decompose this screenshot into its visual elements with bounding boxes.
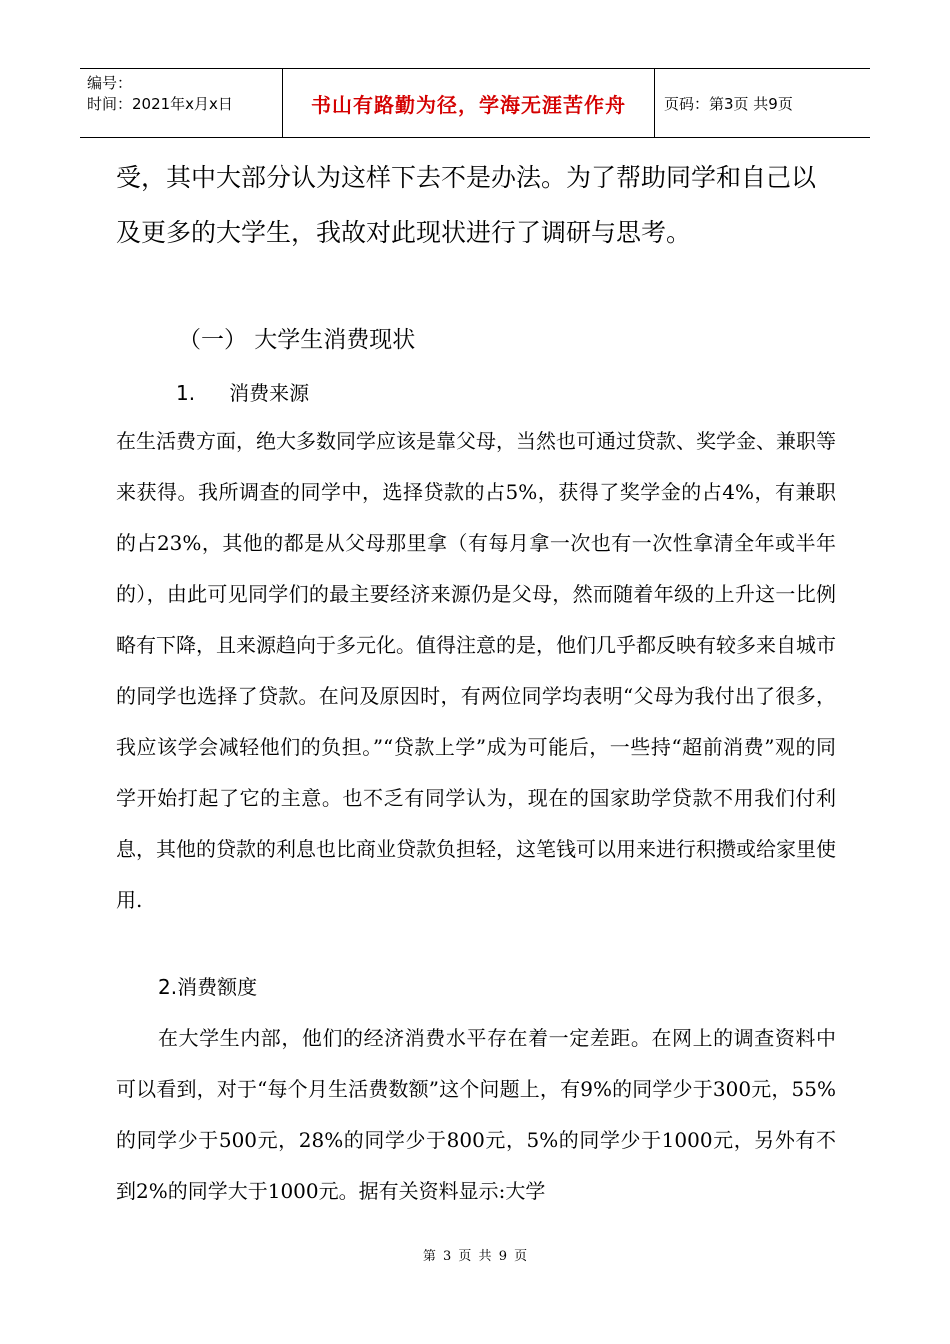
subsection-heading-2: 2.消费额度 (158, 975, 258, 999)
section-heading: （一） 大学生消费现状 (178, 327, 416, 353)
header-divider (654, 69, 655, 137)
subsection-heading-1 (176, 377, 309, 406)
header-number-label: 编号： (87, 74, 133, 92)
page-header (80, 68, 870, 138)
header-meta (87, 73, 233, 115)
page-footer: 第 3 页 共 9 页 (422, 1249, 528, 1264)
paragraph-consumption-amount: 在大学生内部，他们的经济消费水平存在着一定差距。在网上的调查资料中可以看到，对于“每个月生活费数额”这个问题上，有9%的同学少于300元，55%的同学少于500元，28%的同学少于800元，5%的同学少于1000元，另外有不到2%的同学大于1000元。据有关资料显示:大学 (116, 1026, 836, 1203)
header-date-label: 时间：2021年x月x日 (87, 95, 233, 113)
header-page-label: 页码：第3页 共9页 (664, 94, 793, 113)
paragraph-consumption-source: 在生活费方面，绝大多数同学应该是靠父母，当然也可通过贷款、奖学金、兼职等来获得。我所调查的同学中，选择贷款的占5%，获得了奖学金的占4%，有兼职的占23%，其他的都是从父母那里拿（有每月拿一次也有一次性拿清全年或半年的），由此可见同学们的最主要经济来源仍是父母，然而随着年级的上升这一比例略有下降，且来源趋向于多元化。值得注意的是，他们几乎都反映有较多来自城市的同学也选择了贷款。在问及原因时，有两位同学均表明“父母为我付出了很多，我应该学会减轻他们的负担。”“贷款上学”成为可能后，一些持“超前消费”观的同学开始打起了它的主意。也不乏有同学认为，现在的国家助学贷款不用我们付利息，其他的贷款的利息也比商业贷款负担轻，这笔钱可以用来进行积攒或给家里使用. (116, 429, 836, 912)
subsection-title: 消费来源 (229, 381, 310, 405)
subsection-number: 1. (176, 381, 196, 405)
header-motto: 书山有路勤为径，学海无涯苦作舟 (311, 92, 626, 117)
lead-paragraph: 受，其中大部分认为这样下去不是办法。为了帮助同学和自己以及更多的大学生，我故对此现状进行了调研与思考。 (116, 163, 817, 247)
